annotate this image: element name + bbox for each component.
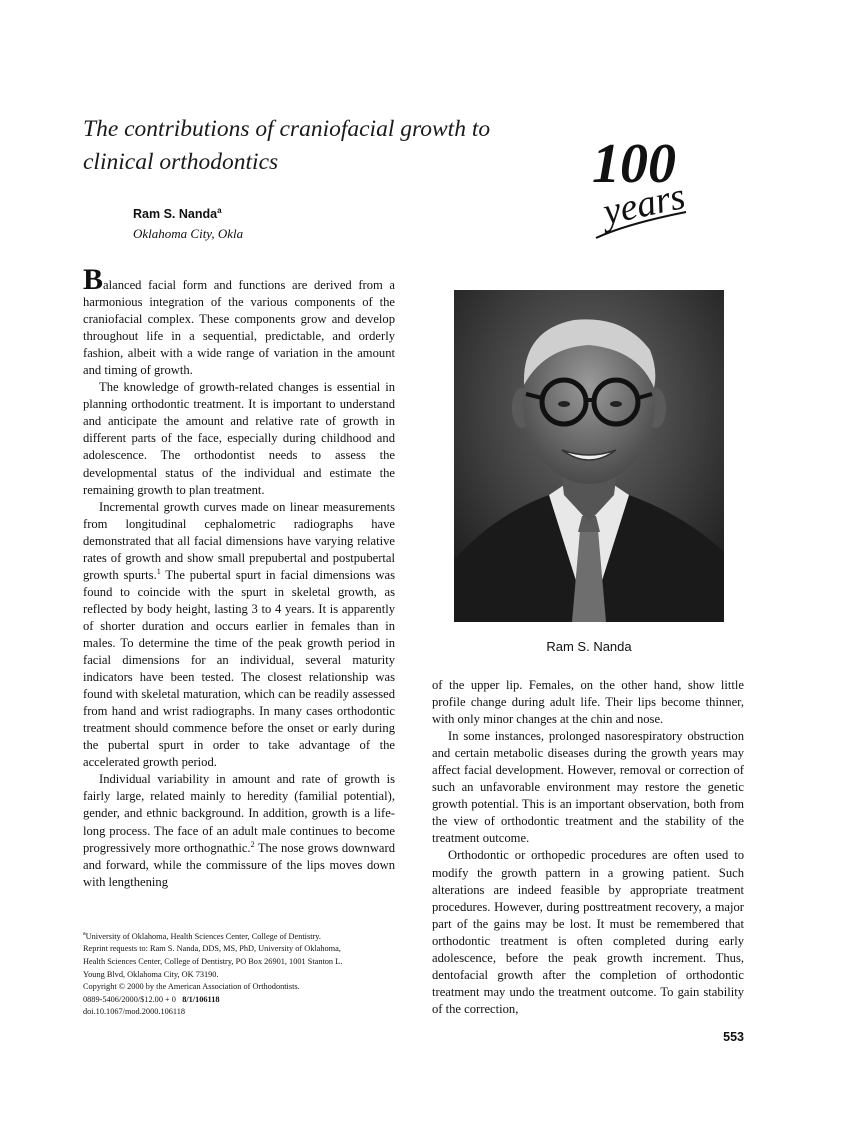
paragraph-1: Balanced facial form and functions are derived from a harmonious integration of the various components of the craniofacial complex. These components grow and develop throughout life in a sequential, predictable, and orderly fashion, albeit with a wide range of variation in the amount and timing of growth. bbox=[83, 263, 395, 378]
footnote-affiliation: $^a$University of Oklahoma, Health Sciences Center, College of Dentistry. bbox=[83, 931, 321, 941]
title-line-1: The contributions of craniofacial growth to bbox=[83, 116, 491, 142]
paragraph-5: of the upper lip. Females, on the other hand, show little profile change during adult life. Their lips become thinner, with only minor changes at the chin and nose. bbox=[432, 678, 744, 727]
logo-word: years bbox=[599, 175, 689, 234]
body-column-left bbox=[83, 263, 395, 891]
article-title bbox=[83, 113, 553, 179]
logo-number: 100 bbox=[592, 133, 676, 195]
author-footnote-marker: a bbox=[217, 206, 222, 215]
photo-caption: Ram S. Nanda bbox=[546, 639, 632, 654]
footnote-doi: doi.10.1067/mod.2000.106118 bbox=[83, 1007, 186, 1017]
reference-1: 1 bbox=[156, 566, 161, 576]
paragraph-3: Incremental growth curves made on linear measurements from longitudinal cephalometric radiographs have demonstrated that all facial dimensions have varying relative rates of growth and show small prepubertal and postpubertal growth spurts.$^1$ The pubertal spurt in facial dimensions was found to coincide with the spurt in skeletal growth, as reflected by body height, lasting 3 to 4 years. It is apparently of shorter duration and occurs earlier in females than in males. To determine the time of the peak growth period in facial dimensions for an individual, several maturity indicators have been tested. The closest relationship was found with skeletal maturation, which can be readily assessed from hand and wrist radiographs. In many cases orthodontic treatment should commence before the onset or early during the pubertal spurt in order to take advantage of the accelerated growth period. bbox=[83, 499, 395, 770]
footnote-reprint-1: Reprint requests to: Ram S. Nanda, DDS, MS, PhD, University of Oklahoma, bbox=[83, 944, 341, 954]
footnote-issn: 0889-5406/2000/$12.00 + 0 8/1/106118 bbox=[83, 994, 220, 1004]
footnote-reprint-2: Health Sciences Center, College of Dentistry, PO Box 26901, 1001 Stanton L. bbox=[83, 956, 343, 966]
author-name: Ram S. Nanda$^a$ bbox=[133, 206, 222, 222]
author-affiliation: Oklahoma City, Okla bbox=[133, 226, 244, 241]
portrait-illustration bbox=[454, 290, 724, 622]
drop-cap: B bbox=[83, 263, 104, 296]
body-column-right bbox=[432, 677, 744, 1018]
footnotes bbox=[83, 928, 401, 1019]
paragraph-7: Orthodontic or orthopedic procedures are often used to modify the growth pattern in a growing patient. Such alterations are indeed feasible by appropriate treatment procedures. However, during posttreatment recovery, a major part of the gains may be lost. It must be remembered that orthodontic treatment is often completed during early adolescence, before the peak growth increment. Thus, dentofacial growth after the completion of orthodontic treatment may undo the treatment outcome. To gain stability of the correction, bbox=[432, 848, 744, 1016]
reference-2: 2 bbox=[250, 839, 255, 849]
paragraph-2: The knowledge of growth-related changes is essential in planning orthodontic treatment. It is important to understand and anticipate the amount and relative rate of growth in different parts of the face, especially during childhood and adolescence. The orthodontist needs to assess the developmental status of the individual and estimate the remaining growth to plan treatment. bbox=[83, 380, 395, 497]
footnote-reprint-3: Young Blvd, Oklahoma City, OK 73190. bbox=[83, 969, 219, 979]
paragraph-4: Individual variability in amount and rate of growth is fairly large, related mainly to heredity (familial potential), gender, and ethnic background. In addition, growth is a life-long process. The face of an adult male continues to become progressively more orthognathic.$^2$ The nose grows downward and forward, while the commissure of the lips moves down with lengthening bbox=[83, 772, 395, 889]
footnote-copyright: Copyright © 2000 by the American Association of Orthodontists. bbox=[83, 982, 300, 992]
centennial-100-years-logo bbox=[586, 120, 702, 250]
portrait-photo bbox=[454, 290, 724, 622]
page-number: 553 bbox=[723, 1030, 744, 1044]
paragraph-6: In some instances, prolonged nasorespiratory obstruction and certain metabolic diseases during the growth years may affect facial development. However, removal or correction of such an unfavorable environment may restore the genetic growth potential. This is an important observation, both from the view of orthodontic treatment and the stability of the treatment outcome. bbox=[432, 729, 744, 846]
title-line-2: clinical orthodontics bbox=[83, 149, 279, 175]
